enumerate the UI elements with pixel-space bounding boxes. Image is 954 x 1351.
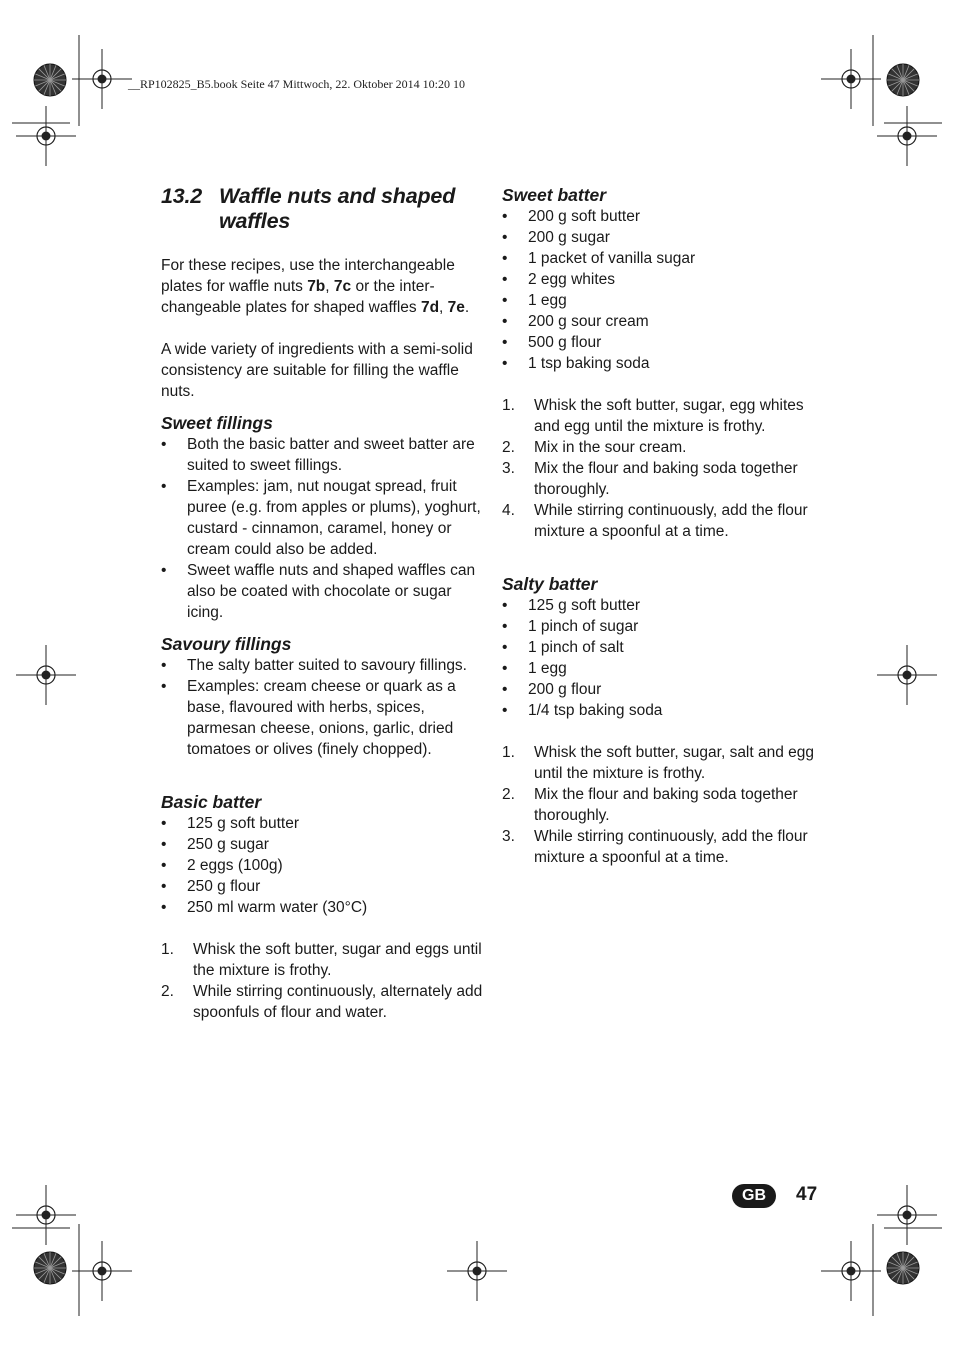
list-item: • Sweet waffle nuts and shaped waffles can also be coated with chocolate or sugar icing. [161, 562, 476, 621]
salty-batter-heading: Salty batter [502, 574, 598, 594]
list-item: • 250 ml warm water (30°C) [161, 899, 368, 916]
intro-paragraph-plates: For these recipes, use the interchangeable plates for waffle nuts 7b, 7c or the inter-changeable plates for shaped waffles 7d, 7e. [161, 257, 470, 316]
page-number: 47 [796, 1184, 818, 1205]
list-item: • Examples: cream cheese or quark as a base, flavoured with herbs, spices, parmesan cheese, onions, garlic, dried tomatoes or olives (finely chopped). [161, 678, 456, 758]
list-item: • 125 g soft butter [502, 597, 641, 614]
basic-batter-ingredients [161, 813, 486, 918]
list-item: • 1/4 tsp baking soda [502, 702, 663, 719]
list-item: • 2 eggs (100g) [161, 857, 283, 874]
list-item: 1. Whisk the soft butter, sugar, salt and egg until the mixture is frothy. [502, 744, 815, 782]
list-item: • 200 g flour [502, 681, 602, 698]
list-item: 2. Mix the flour and baking soda together thoroughly. [502, 786, 798, 824]
list-item: • 250 g flour [161, 878, 261, 895]
sweet-batter-steps [502, 395, 832, 542]
list-item: • 200 g soft butter [502, 208, 641, 225]
list-item: • Examples: jam, nut nougat spread, fruit puree (e.g. from apples or plums), yoghurt, custard - cinnamon, caramel, honey or cream could also be added. [161, 478, 481, 558]
list-item: • 1 packet of vanilla sugar [502, 250, 696, 267]
sweet-batter-heading: Sweet batter [502, 185, 607, 205]
list-item: • 500 g flour [502, 334, 602, 351]
salty-batter-ingredients [502, 595, 832, 721]
list-item: • 2 egg whites [502, 271, 616, 288]
section-title-line2: waffles [219, 209, 291, 233]
list-item: • The salty batter suited to savoury fillings. [161, 657, 467, 674]
print-header-line: __RP102825_B5.book Seite 47 Mittwoch, 22. Oktober 2014 10:20 10 [128, 77, 465, 91]
plate-ref-7c: 7c [333, 278, 352, 295]
right-column [502, 184, 832, 868]
list-item: 1. Whisk the soft butter, sugar, egg whites and egg until the mixture is frothy. [502, 397, 804, 435]
list-item: 2. Mix in the sour cream. [502, 439, 687, 456]
list-item: • 200 g sugar [502, 229, 610, 246]
list-item: • 250 g sugar [161, 836, 269, 853]
section-number: 13.2 [161, 184, 203, 208]
list-item: • 125 g soft butter [161, 815, 300, 832]
list-item: 4. While stirring continuously, add the flour mixture a spoonful at a time. [502, 502, 808, 540]
left-column [161, 184, 486, 1023]
plate-ref-7d: 7d [420, 299, 440, 316]
basic-batter-heading: Basic batter [161, 792, 262, 812]
list-item: • 1 egg [502, 292, 567, 309]
list-item: 1. Whisk the soft butter, sugar and eggs until the mixture is frothy. [161, 941, 482, 979]
intro-paragraph-fillings: A wide variety of ingredients with a semi-solid consistency are suitable for filling the waffle nuts. [161, 341, 473, 400]
basic-batter-steps [161, 939, 486, 1023]
list-item: 3. Mix the flour and baking soda together thoroughly. [502, 460, 798, 498]
savoury-fillings-heading: Savoury fillings [161, 634, 292, 654]
sweet-fillings-list [161, 434, 486, 623]
list-item: • 1 egg [502, 660, 567, 677]
list-item: • 200 g sour cream [502, 313, 649, 330]
sweet-fillings-heading: Sweet fillings [161, 413, 273, 433]
section-title [161, 184, 486, 234]
sweet-batter-ingredients [502, 206, 832, 374]
list-item: 3. While stirring continuously, add the flour mixture a spoonful at a time. [502, 828, 808, 866]
list-item: 2. While stirring continuously, alternately add spoonfuls of flour and water. [161, 983, 483, 1021]
savoury-fillings-list [161, 655, 486, 760]
list-item: • 1 pinch of sugar [502, 618, 639, 635]
salty-batter-steps [502, 742, 832, 868]
language-badge: GB [732, 1184, 776, 1208]
list-item: • 1 pinch of salt [502, 639, 624, 656]
plate-ref-7e: 7e [447, 299, 465, 316]
list-item: • Both the basic batter and sweet batter are suited to sweet fillings. [161, 436, 475, 474]
section-title-line1: Waffle nuts and shaped [219, 184, 456, 208]
list-item: • 1 tsp baking soda [502, 355, 650, 372]
plate-ref-7b: 7b [307, 278, 326, 295]
